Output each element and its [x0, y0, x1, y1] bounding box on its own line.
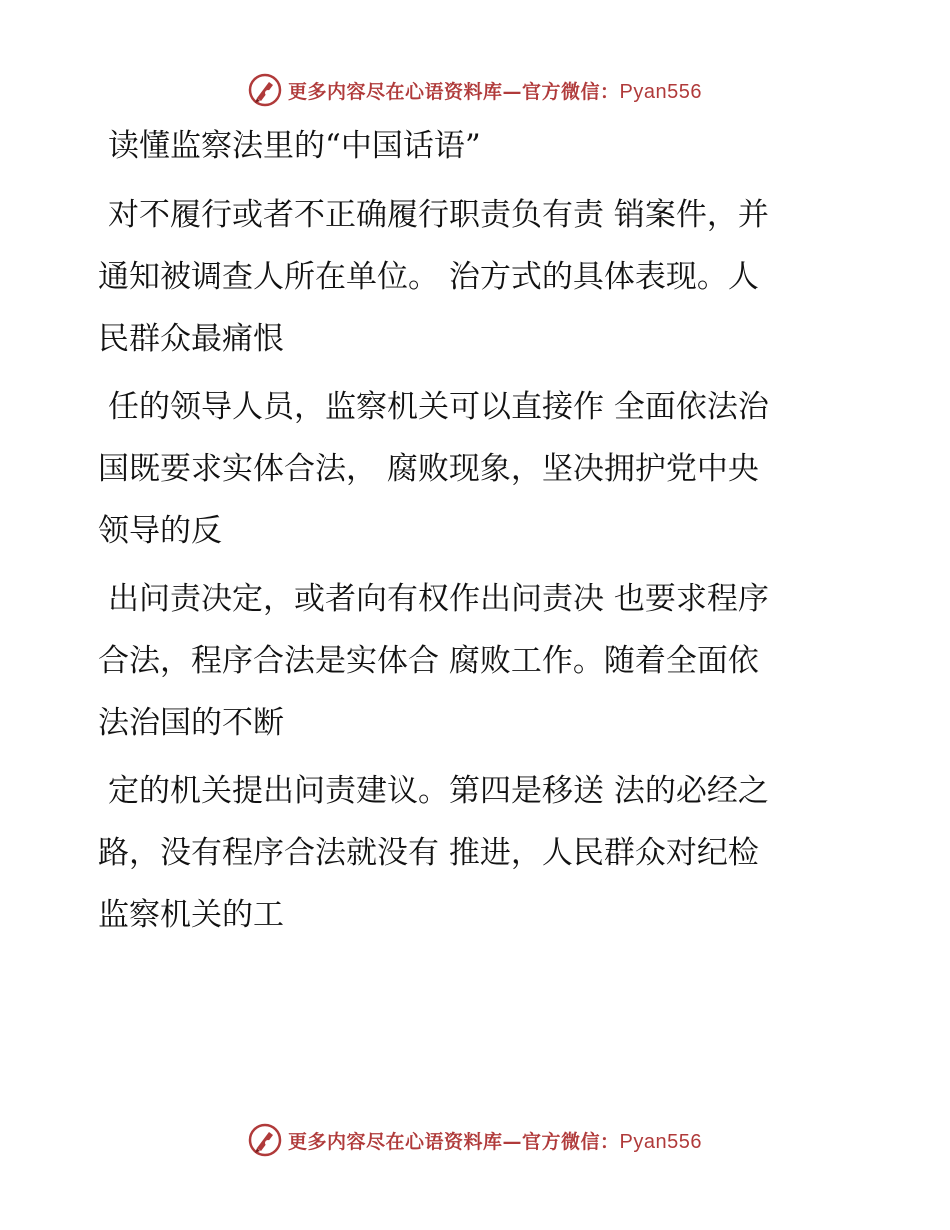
- header-brand: [288, 77, 702, 104]
- paragraph-line: 民群众最痛恨: [98, 321, 284, 357]
- footer-wechat-id: Pyan556: [619, 1130, 702, 1153]
- document-body: [98, 122, 858, 952]
- paragraph-line: 领导的反: [98, 513, 222, 549]
- paragraph-line: 定的机关提出问责建议。第四是移送 法的必经之: [108, 773, 769, 809]
- document-title: 读懂监察法里的“中国话语”: [108, 128, 481, 164]
- paragraph-line: 法治国的不断: [98, 705, 284, 741]
- footer-brand: [288, 1127, 702, 1154]
- paragraph-4: [98, 760, 858, 946]
- paragraph-line: 通知被调查人所在单位。 治方式的具体表现。人: [98, 259, 759, 295]
- pen-logo-icon: [248, 73, 282, 107]
- paragraph-line: 合法，程序合法是实体合 腐败工作。随着全面依: [98, 643, 759, 679]
- paragraph-line: 监察机关的工: [98, 897, 284, 933]
- pen-logo-icon: [248, 1123, 282, 1157]
- paragraph-line: 国既要求实体合法， 腐败现象，坚决拥护党中央: [98, 451, 759, 487]
- paragraph-line: 对不履行或者不正确履行职责负有责 销案件，并: [108, 197, 769, 233]
- paragraph-3: [98, 568, 858, 754]
- footer-banner: [0, 1120, 950, 1160]
- paragraph-line: 出问责决定，或者向有权作出问责决 也要求程序: [108, 581, 769, 617]
- header-wechat-id: Pyan556: [619, 80, 702, 103]
- paragraph-1: [98, 184, 858, 370]
- header-brand-text: 更多内容尽在心语资料库—官方微信：: [288, 80, 620, 103]
- paragraph-line: 任的领导人员，监察机关可以直接作 全面依法治: [108, 389, 769, 425]
- header-banner: [0, 70, 950, 110]
- footer-brand-text: 更多内容尽在心语资料库—官方微信：: [288, 1130, 620, 1153]
- paragraph-line: 路，没有程序合法就没有 推进，人民群众对纪检: [98, 835, 759, 871]
- paragraph-2: [98, 376, 858, 562]
